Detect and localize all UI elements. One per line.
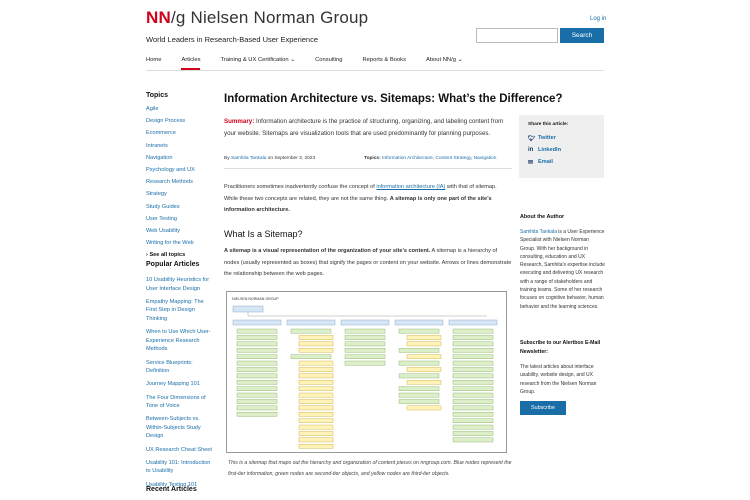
share-box — [519, 115, 604, 178]
tier3-node — [299, 361, 333, 365]
figure-label: NIELSEN NORMAN GROUP — [232, 297, 279, 301]
share-heading: Share this article: — [528, 122, 569, 127]
tier3-node — [299, 412, 333, 416]
tier2-node — [453, 419, 493, 423]
tier2-node — [237, 361, 277, 365]
topic-link[interactable]: Intranets — [146, 142, 168, 149]
tier2-node — [237, 335, 277, 339]
topic-link[interactable]: Agile — [146, 106, 159, 112]
article-title: Information Architecture vs. Sitemaps: What’s the Difference? — [224, 93, 563, 105]
tier2-node — [291, 329, 331, 333]
subscribe-heading: Subscribe to our Alertbox E-Mail Newsletter: — [520, 340, 601, 355]
subscribe-button[interactable]: Subscribe — [520, 401, 566, 415]
tier2-node — [345, 335, 385, 339]
chevron-down-icon: ⌄ — [290, 57, 296, 63]
popular-article-link[interactable]: UX Research Cheat Sheet — [146, 446, 212, 453]
byline — [224, 156, 315, 161]
tier2-node — [237, 387, 277, 391]
subscribe-text: The latest articles about interface usability, website design, and UX research from the Nielsen Norman Group. — [520, 364, 597, 395]
tier2-node — [399, 361, 439, 365]
share-twitter[interactable] — [528, 132, 595, 144]
popular-article-link[interactable]: Between-Subjects vs. Within-Subjects Study Design — [146, 416, 201, 440]
tier2-node — [399, 374, 439, 378]
tier2-node — [237, 355, 277, 359]
topics-heading: Topics — [146, 92, 169, 99]
email-icon: ✉ — [528, 159, 534, 166]
topics-label: Topics: — [364, 156, 381, 161]
share-email[interactable] — [528, 156, 595, 168]
search-input[interactable] — [476, 28, 558, 43]
tier2-node — [399, 393, 439, 397]
section-heading: What Is a Sitemap? — [224, 229, 303, 239]
popular-article-link[interactable]: Empathy Mapping: The First Step in Design Thinking — [146, 298, 204, 322]
tier2-node — [237, 342, 277, 346]
popular-article-link[interactable]: Journey Mapping 101 — [146, 381, 200, 388]
tier3-node — [299, 367, 333, 371]
tier2-node — [453, 399, 493, 403]
topic-link[interactable]: Web Usability — [146, 228, 181, 235]
nav-articles[interactable] — [181, 57, 200, 70]
p2-text: A sitemap is a hierarchy of nodes (usually represented as boxes) that signify the pages or content on your website. Arrows or lines demonstrate the relationship between the web pages. — [224, 248, 512, 277]
p1-text: Practitioners sometimes inadvertently confuse the concept of — [224, 184, 377, 190]
tier2-node — [453, 406, 493, 410]
popular-article-link[interactable]: Service Blueprints: Definition — [146, 359, 193, 375]
topic-link[interactable]: Navigation — [146, 154, 173, 161]
author-link[interactable]: Samhita Tankala — [230, 156, 267, 161]
tier2-node — [453, 412, 493, 416]
tier2-node — [453, 348, 493, 352]
tier2-node — [399, 387, 439, 391]
tier2-node — [453, 380, 493, 384]
tier2-node — [453, 355, 493, 359]
tier2-node — [345, 361, 385, 365]
topic-link[interactable]: Research Methods — [146, 179, 193, 186]
tier3-node — [407, 342, 441, 346]
tier2-node — [399, 399, 439, 403]
see-all-topics-link[interactable] — [146, 249, 216, 261]
logo-slash: /g — [170, 8, 186, 27]
summary-label: Summary: — [224, 118, 255, 125]
nav-home[interactable] — [146, 57, 161, 70]
search-button[interactable]: Search — [560, 28, 604, 43]
tier2-node — [237, 412, 277, 416]
tier3-node — [299, 348, 333, 352]
tier2-node — [237, 367, 277, 371]
tier3-node — [299, 406, 333, 410]
tier2-node — [237, 348, 277, 352]
nav-label: Consulting — [315, 57, 343, 63]
byline-prefix: By — [224, 156, 231, 161]
sitemap-paragraph — [224, 246, 512, 281]
tier3-node — [299, 342, 333, 346]
see-all-label: See all topics — [149, 252, 186, 259]
tier3-node — [299, 335, 333, 339]
p2-bold: A sitemap is a visual representation of the organization of your site’s content. — [224, 248, 431, 254]
tier3-node — [407, 367, 441, 371]
topic-tag-link[interactable]: Information Architecture — [382, 156, 433, 161]
nav-label: Articles — [181, 57, 201, 63]
sitemap-diagram — [227, 292, 506, 452]
tier3-node — [407, 406, 441, 410]
tier3-node — [407, 380, 441, 384]
share-label: LinkedIn — [538, 147, 561, 153]
chevron-down-icon: ⌄ — [457, 57, 463, 63]
tier1-node — [287, 320, 335, 325]
publish-date: on September 3, 2023 — [266, 156, 316, 161]
tier2-node — [453, 367, 493, 371]
tier1-node — [341, 320, 389, 325]
tagline: World Leaders in Research-Based User Experience — [146, 35, 319, 44]
tier2-node — [345, 342, 385, 346]
tier3-node — [299, 387, 333, 391]
article-divider — [224, 168, 512, 169]
tier3-node — [299, 419, 333, 423]
article-summary — [224, 116, 512, 140]
tier1-node — [395, 320, 443, 325]
tier2-node — [237, 393, 277, 397]
tier2-node — [237, 329, 277, 333]
p1-bold: A sitemap is only one part of the site’s information architecture. — [224, 195, 492, 213]
tier3-node — [299, 393, 333, 397]
tier1-node — [449, 320, 497, 325]
topic-link[interactable]: Strategy — [146, 191, 167, 198]
logo-name: Nielsen Norman Group — [185, 8, 369, 27]
tier2-node — [345, 329, 385, 333]
bio-text: is a User Experience Specialist with Nielsen Norman Group. With her background in consulting, education and UX Research, Samhita's expertise include executing and delivering UX research with a range of stakeholders and training teams. Some of her research focuses on cognitive behavior, human behavior and the learning sciences. — [520, 229, 605, 310]
tier2-node — [453, 335, 493, 339]
topic-link[interactable]: Writing for the Web — [146, 240, 194, 247]
tier2-node — [345, 348, 385, 352]
p1-text: with that of sitemap. While these two concepts are related, they are not the same thing. — [224, 184, 497, 202]
tier2-node — [345, 355, 385, 359]
tier2-node — [453, 425, 493, 429]
linkedin-icon: in — [528, 147, 534, 153]
logo-mark: NN — [146, 8, 171, 27]
figure-caption: This is a sitemap that maps out the hierarchy and organization of content pieces on nngroup.com. Blue nodes represent the first-tier information, green nodes are second-tier objects, and yellow nodes are third-tier objects. — [228, 460, 512, 477]
tier2-node — [453, 342, 493, 346]
popular-article-link[interactable]: Usability Testing 101 — [146, 481, 198, 488]
tier2-node — [453, 393, 493, 397]
nav-label: About NN/g — [425, 57, 456, 63]
topic-link[interactable]: Design Process — [146, 118, 186, 125]
popular-article-link[interactable]: The Four Dimensions of Tone of Voice — [146, 394, 206, 410]
tier1-node — [233, 320, 281, 325]
share-linkedin[interactable] — [528, 144, 595, 156]
author-bio-link[interactable]: Samhita Tankala — [520, 229, 557, 235]
share-label: Email — [538, 159, 553, 165]
author-bio — [520, 228, 605, 311]
topic-link[interactable]: Study Guides — [146, 203, 180, 210]
tier2-node — [453, 431, 493, 435]
topic-tag-link[interactable]: Navigation — [473, 156, 497, 161]
tier3-node — [299, 380, 333, 384]
tier3-node — [407, 355, 441, 359]
tier2-node — [453, 329, 493, 333]
tier3-node — [299, 425, 333, 429]
article-topics: Topics: Information Architecture, Content Strategy, Navigation — [364, 156, 497, 161]
popular-list — [146, 276, 216, 494]
tier2-node — [399, 329, 439, 333]
sitemap-figure — [226, 291, 507, 453]
nav-reports-books[interactable] — [362, 57, 406, 70]
popular-article-link[interactable]: 10 Usability Heuristics for User Interface Design — [146, 277, 210, 292]
popular-article-link[interactable]: When to Use Which User-Experience Research Methods — [146, 329, 211, 353]
tier2-node — [399, 348, 439, 352]
topic-link[interactable]: Ecommerce — [146, 130, 176, 137]
sitemap-nodes — [233, 320, 497, 448]
tier2-node — [237, 374, 277, 378]
share-label: Twitter — [538, 135, 556, 141]
main-nav — [146, 57, 482, 70]
nav-label: Reports & Books — [362, 57, 406, 63]
tier3-node — [299, 431, 333, 435]
tier2-node — [237, 406, 277, 410]
ia-link[interactable]: information architecture (IA) — [376, 184, 446, 190]
popular-heading: Popular Articles — [146, 261, 200, 268]
popular-article-link[interactable]: Usability 101: Introduction to Usability — [146, 459, 211, 475]
tier2-node — [237, 380, 277, 384]
nav-label: Home — [146, 57, 162, 63]
root-node — [233, 306, 263, 312]
nng-logo[interactable] — [146, 8, 368, 28]
nav-about[interactable] — [426, 57, 462, 70]
topic-tag-link[interactable]: Content Strategy — [435, 156, 472, 161]
login-link[interactable]: Log in — [590, 16, 607, 22]
tier2-node — [291, 355, 331, 359]
tier2-node — [453, 438, 493, 442]
tier3-node — [299, 374, 333, 378]
tier3-node — [299, 438, 333, 442]
about-author-heading: About the Author — [520, 214, 565, 220]
tier2-node — [453, 387, 493, 391]
topic-link[interactable]: Psychology and UX — [146, 167, 195, 174]
topics-list — [146, 103, 216, 262]
tier2-node — [453, 374, 493, 378]
topic-link[interactable]: User Testing — [146, 215, 177, 222]
nav-consulting[interactable] — [315, 57, 342, 70]
nav-training[interactable] — [220, 57, 295, 70]
chevron-right-icon: › — [146, 252, 148, 259]
tier3-node — [299, 444, 333, 448]
twitter-icon: 🐦︎ — [528, 135, 536, 142]
tier2-node — [237, 399, 277, 403]
nav-divider — [146, 70, 604, 71]
intro-paragraph — [224, 182, 512, 217]
tier2-node — [453, 361, 493, 365]
recent-heading: Recent Articles — [146, 486, 197, 493]
nav-label: Training & UX Certification — [220, 57, 289, 63]
tier3-node — [407, 335, 441, 339]
tier3-node — [299, 399, 333, 403]
summary-text: Information architecture is the practice of structuring, organizing, and labeling content from your website. Sitemaps are visualization tools that are used predominantly for planning purposes. — [224, 118, 504, 137]
